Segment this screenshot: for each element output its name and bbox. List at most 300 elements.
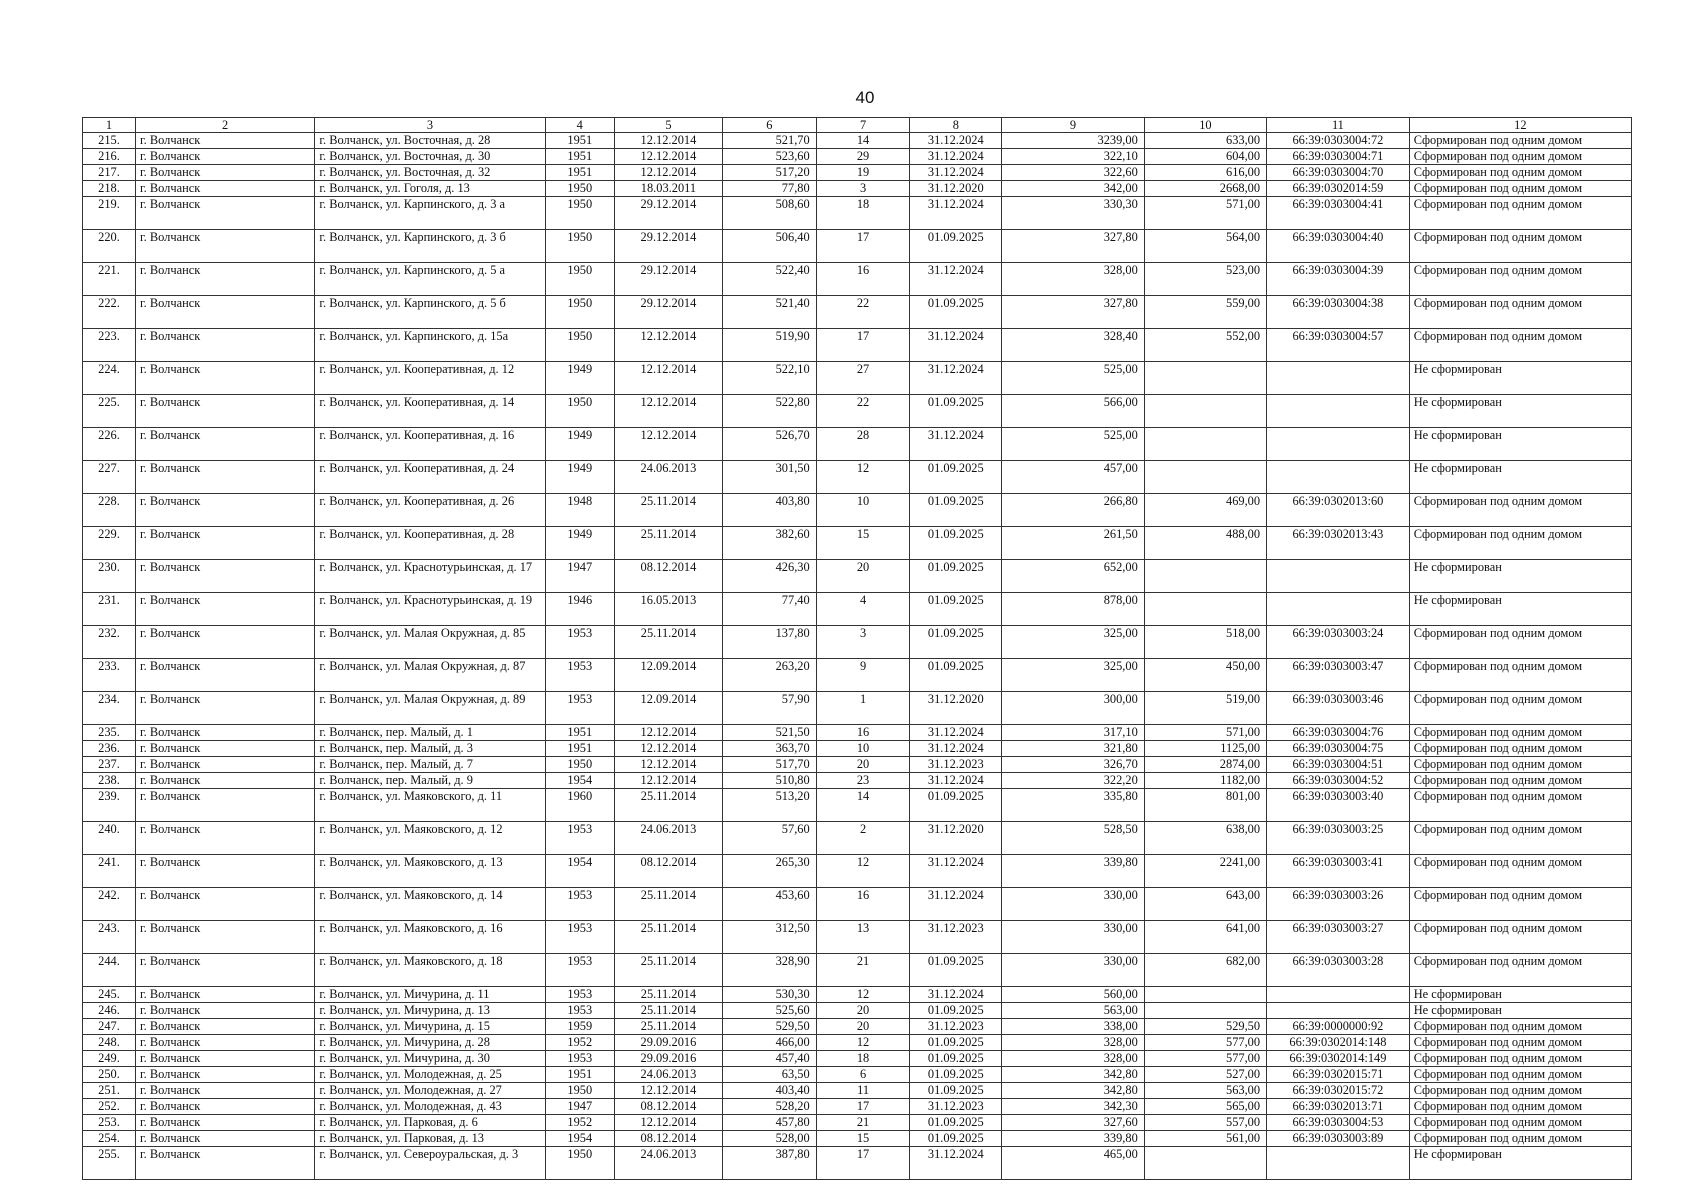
cell-survey-date: 18.03.2011 (614, 181, 722, 197)
cell-settlement: г. Волчанск (135, 1035, 314, 1051)
cell-cost: 566,00 (1002, 395, 1145, 428)
cell-land-status: Не сформирован (1409, 560, 1631, 593)
cell-cadastral-number: 66:39:0303003:28 (1267, 954, 1410, 987)
cell-area: 77,80 (722, 181, 816, 197)
cell-settlement: г. Волчанск (135, 593, 314, 626)
table-row (83, 362, 1632, 395)
cell-residents: 14 (816, 789, 910, 822)
cell-row-number: 252. (83, 1099, 136, 1115)
table-row (83, 560, 1632, 593)
cell-settlement: г. Волчанск (135, 1147, 314, 1180)
cell-deadline: 01.09.2025 (910, 659, 1002, 692)
cell-row-number: 255. (83, 1147, 136, 1180)
cell-land-status: Сформирован под одним домом (1409, 626, 1631, 659)
cell-address: г. Волчанск, ул. Мичурина, д. 30 (315, 1051, 545, 1067)
cell-area: 263,20 (722, 659, 816, 692)
cell-cadastral-number (1267, 1003, 1410, 1019)
cell-build-year: 1952 (545, 1115, 614, 1131)
cell-row-number: 241. (83, 855, 136, 888)
cell-land-area: 577,00 (1144, 1051, 1266, 1067)
cell-cadastral-number: 66:39:0302014:149 (1267, 1051, 1410, 1067)
cell-residents: 29 (816, 149, 910, 165)
cell-settlement: г. Волчанск (135, 133, 314, 149)
cell-cost: 266,80 (1002, 494, 1145, 527)
cell-deadline: 01.09.2025 (910, 1035, 1002, 1051)
cell-row-number: 235. (83, 725, 136, 741)
cell-row-number: 219. (83, 197, 136, 230)
cell-deadline: 01.09.2025 (910, 1115, 1002, 1131)
cell-land-status: Сформирован под одним домом (1409, 888, 1631, 921)
cell-row-number: 227. (83, 461, 136, 494)
cell-land-area (1144, 461, 1266, 494)
cell-land-area (1144, 1003, 1266, 1019)
cell-build-year: 1954 (545, 855, 614, 888)
cell-land-status: Сформирован под одним домом (1409, 527, 1631, 560)
cell-build-year: 1949 (545, 362, 614, 395)
table-row (83, 888, 1632, 921)
cell-cost: 330,30 (1002, 197, 1145, 230)
cell-area: 57,90 (722, 692, 816, 725)
cell-address: г. Волчанск, ул. Малая Окружная, д. 85 (315, 626, 545, 659)
cell-row-number: 246. (83, 1003, 136, 1019)
cell-area: 265,30 (722, 855, 816, 888)
cell-cost: 300,00 (1002, 692, 1145, 725)
cell-land-status: Не сформирован (1409, 362, 1631, 395)
cell-cadastral-number: 66:39:0302013:43 (1267, 527, 1410, 560)
cell-land-area: 604,00 (1144, 149, 1266, 165)
cell-residents: 19 (816, 165, 910, 181)
cell-area: 521,40 (722, 296, 816, 329)
cell-build-year: 1951 (545, 149, 614, 165)
table-header-row (83, 118, 1632, 133)
cell-land-area (1144, 1147, 1266, 1180)
table-row (83, 987, 1632, 1003)
cell-address: г. Волчанск, ул. Гоголя, д. 13 (315, 181, 545, 197)
cell-area: 137,80 (722, 626, 816, 659)
cell-cadastral-number (1267, 560, 1410, 593)
cell-area: 510,80 (722, 773, 816, 789)
cell-residents: 9 (816, 659, 910, 692)
cell-deadline: 01.09.2025 (910, 593, 1002, 626)
cell-land-area (1144, 560, 1266, 593)
cell-build-year: 1954 (545, 1131, 614, 1147)
cell-row-number: 249. (83, 1051, 136, 1067)
cell-address: г. Волчанск, ул. Маяковского, д. 11 (315, 789, 545, 822)
cell-residents: 16 (816, 725, 910, 741)
cell-land-status: Сформирован под одним домом (1409, 1099, 1631, 1115)
cell-land-status: Сформирован под одним домом (1409, 741, 1631, 757)
table-row (83, 921, 1632, 954)
cell-row-number: 242. (83, 888, 136, 921)
cell-deadline: 01.09.2025 (910, 954, 1002, 987)
cell-survey-date: 12.12.2014 (614, 757, 722, 773)
cell-row-number: 216. (83, 149, 136, 165)
cell-land-status: Сформирован под одним домом (1409, 921, 1631, 954)
cell-survey-date: 25.11.2014 (614, 626, 722, 659)
cell-area: 453,60 (722, 888, 816, 921)
cell-area: 328,90 (722, 954, 816, 987)
cell-build-year: 1950 (545, 296, 614, 329)
cell-settlement: г. Волчанск (135, 725, 314, 741)
cell-cadastral-number: 66:39:0303004:51 (1267, 757, 1410, 773)
cell-row-number: 232. (83, 626, 136, 659)
table-row (83, 1083, 1632, 1099)
cell-address: г. Волчанск, ул. Карпинского, д. 3 б (315, 230, 545, 263)
cell-cost: 325,00 (1002, 659, 1145, 692)
cell-build-year: 1953 (545, 954, 614, 987)
cell-address: г. Волчанск, ул. Малая Окружная, д. 89 (315, 692, 545, 725)
table-row (83, 1035, 1632, 1051)
cell-build-year: 1960 (545, 789, 614, 822)
cell-deadline: 31.12.2024 (910, 165, 1002, 181)
cell-build-year: 1950 (545, 230, 614, 263)
cell-land-area: 469,00 (1144, 494, 1266, 527)
cell-residents: 1 (816, 692, 910, 725)
cell-residents: 22 (816, 395, 910, 428)
cell-settlement: г. Волчанск (135, 197, 314, 230)
cell-build-year: 1949 (545, 461, 614, 494)
cell-build-year: 1953 (545, 626, 614, 659)
cell-settlement: г. Волчанск (135, 395, 314, 428)
cell-survey-date: 08.12.2014 (614, 560, 722, 593)
column-header: 9 (1002, 118, 1145, 133)
cell-deadline: 01.09.2025 (910, 494, 1002, 527)
cell-address: г. Волчанск, ул. Кооперативная, д. 24 (315, 461, 545, 494)
cell-row-number: 220. (83, 230, 136, 263)
cell-settlement: г. Волчанск (135, 954, 314, 987)
cell-build-year: 1950 (545, 757, 614, 773)
table-row (83, 1003, 1632, 1019)
cell-settlement: г. Волчанск (135, 362, 314, 395)
cell-survey-date: 29.09.2016 (614, 1051, 722, 1067)
cell-residents: 22 (816, 296, 910, 329)
cell-row-number: 238. (83, 773, 136, 789)
cell-area: 519,90 (722, 329, 816, 362)
column-header: 3 (315, 118, 545, 133)
cell-address: г. Волчанск, ул. Кооперативная, д. 12 (315, 362, 545, 395)
cell-build-year: 1953 (545, 692, 614, 725)
cell-land-area: 633,00 (1144, 133, 1266, 149)
cell-cost: 328,00 (1002, 1035, 1145, 1051)
cell-deadline: 01.09.2025 (910, 789, 1002, 822)
cell-settlement: г. Волчанск (135, 1131, 314, 1147)
cell-deadline: 31.12.2024 (910, 263, 1002, 296)
cell-residents: 17 (816, 230, 910, 263)
cell-land-status: Сформирован под одним домом (1409, 133, 1631, 149)
cell-deadline: 01.09.2025 (910, 1083, 1002, 1099)
cell-area: 525,60 (722, 1003, 816, 1019)
cell-settlement: г. Волчанск (135, 263, 314, 296)
table-row (83, 428, 1632, 461)
cell-settlement: г. Волчанск (135, 1019, 314, 1035)
cell-build-year: 1953 (545, 987, 614, 1003)
cell-survey-date: 25.11.2014 (614, 1003, 722, 1019)
cell-survey-date: 25.11.2014 (614, 921, 722, 954)
cell-cadastral-number: 66:39:0303004:57 (1267, 329, 1410, 362)
cell-survey-date: 12.12.2014 (614, 133, 722, 149)
cell-deadline: 31.12.2020 (910, 692, 1002, 725)
cell-cadastral-number: 66:39:0303004:75 (1267, 741, 1410, 757)
column-header: 1 (83, 118, 136, 133)
cell-row-number: 243. (83, 921, 136, 954)
cell-cost: 325,00 (1002, 626, 1145, 659)
cell-cost: 3239,00 (1002, 133, 1145, 149)
cell-area: 403,80 (722, 494, 816, 527)
cell-residents: 17 (816, 1099, 910, 1115)
cell-residents: 2 (816, 822, 910, 855)
table-row (83, 263, 1632, 296)
cell-build-year: 1951 (545, 133, 614, 149)
cell-row-number: 233. (83, 659, 136, 692)
cell-area: 466,00 (722, 1035, 816, 1051)
column-header: 5 (614, 118, 722, 133)
cell-address: г. Волчанск, пер. Малый, д. 3 (315, 741, 545, 757)
cell-deadline: 31.12.2024 (910, 428, 1002, 461)
cell-land-area: 559,00 (1144, 296, 1266, 329)
table-row (83, 773, 1632, 789)
cell-cadastral-number (1267, 428, 1410, 461)
cell-cadastral-number: 66:39:0303004:40 (1267, 230, 1410, 263)
cell-residents: 20 (816, 1019, 910, 1035)
cell-land-area: 571,00 (1144, 725, 1266, 741)
cell-survey-date: 29.09.2016 (614, 1035, 722, 1051)
cell-survey-date: 08.12.2014 (614, 855, 722, 888)
cell-row-number: 250. (83, 1067, 136, 1083)
cell-deadline: 01.09.2025 (910, 1003, 1002, 1019)
cell-survey-date: 25.11.2014 (614, 494, 722, 527)
cell-cost: 327,80 (1002, 296, 1145, 329)
cell-residents: 21 (816, 954, 910, 987)
table-row (83, 181, 1632, 197)
cell-build-year: 1953 (545, 659, 614, 692)
cell-settlement: г. Волчанск (135, 741, 314, 757)
cell-build-year: 1950 (545, 197, 614, 230)
cell-cost: 330,00 (1002, 921, 1145, 954)
cell-survey-date: 25.11.2014 (614, 888, 722, 921)
cell-row-number: 244. (83, 954, 136, 987)
cell-area: 403,40 (722, 1083, 816, 1099)
cell-residents: 12 (816, 855, 910, 888)
cell-residents: 28 (816, 428, 910, 461)
cell-residents: 3 (816, 626, 910, 659)
cell-land-area: 2668,00 (1144, 181, 1266, 197)
cell-residents: 11 (816, 1083, 910, 1099)
cell-area: 522,40 (722, 263, 816, 296)
cell-survey-date: 25.11.2014 (614, 789, 722, 822)
cell-cadastral-number: 66:39:0303004:72 (1267, 133, 1410, 149)
cell-deadline: 31.12.2024 (910, 855, 1002, 888)
cell-settlement: г. Волчанск (135, 527, 314, 560)
cell-land-area: 643,00 (1144, 888, 1266, 921)
cell-address: г. Волчанск, ул. Парковая, д. 13 (315, 1131, 545, 1147)
cell-row-number: 248. (83, 1035, 136, 1051)
cell-cost: 652,00 (1002, 560, 1145, 593)
cell-cadastral-number: 66:39:0303004:38 (1267, 296, 1410, 329)
cell-survey-date: 29.12.2014 (614, 263, 722, 296)
cell-residents: 20 (816, 1003, 910, 1019)
cell-area: 530,30 (722, 987, 816, 1003)
cell-land-status: Сформирован под одним домом (1409, 789, 1631, 822)
cell-cost: 322,20 (1002, 773, 1145, 789)
table-row (83, 329, 1632, 362)
cell-cost: 328,40 (1002, 329, 1145, 362)
cell-land-status: Сформирован под одним домом (1409, 725, 1631, 741)
cell-area: 517,70 (722, 757, 816, 773)
cell-build-year: 1950 (545, 329, 614, 362)
cell-land-status: Сформирован под одним домом (1409, 954, 1631, 987)
cell-land-status: Сформирован под одним домом (1409, 197, 1631, 230)
cell-cadastral-number: 66:39:0303004:53 (1267, 1115, 1410, 1131)
cell-cost: 330,00 (1002, 954, 1145, 987)
cell-address: г. Волчанск, ул. Карпинского, д. 15а (315, 329, 545, 362)
cell-area: 387,80 (722, 1147, 816, 1180)
cell-land-status: Не сформирован (1409, 987, 1631, 1003)
cell-residents: 23 (816, 773, 910, 789)
cell-cadastral-number: 66:39:0303004:52 (1267, 773, 1410, 789)
cell-area: 457,80 (722, 1115, 816, 1131)
table-row (83, 741, 1632, 757)
cell-cost: 328,00 (1002, 263, 1145, 296)
cell-cadastral-number: 66:39:0303003:40 (1267, 789, 1410, 822)
cell-row-number: 223. (83, 329, 136, 362)
cell-build-year: 1951 (545, 165, 614, 181)
cell-cadastral-number (1267, 395, 1410, 428)
cell-deadline: 01.09.2025 (910, 461, 1002, 494)
cell-row-number: 234. (83, 692, 136, 725)
table-row (83, 494, 1632, 527)
cell-land-status: Не сформирован (1409, 428, 1631, 461)
cell-build-year: 1950 (545, 1083, 614, 1099)
cell-settlement: г. Волчанск (135, 1115, 314, 1131)
cell-cadastral-number: 66:39:0303003:27 (1267, 921, 1410, 954)
cell-cadastral-number: 66:39:0303004:41 (1267, 197, 1410, 230)
cell-cost: 338,00 (1002, 1019, 1145, 1035)
cell-survey-date: 12.12.2014 (614, 395, 722, 428)
cell-survey-date: 25.11.2014 (614, 987, 722, 1003)
cell-land-status: Сформирован под одним домом (1409, 1035, 1631, 1051)
cell-settlement: г. Волчанск (135, 165, 314, 181)
cell-address: г. Волчанск, ул. Краснотурьинская, д. 17 (315, 560, 545, 593)
page-number: 40 (855, 88, 875, 107)
cell-cost: 322,60 (1002, 165, 1145, 181)
cell-land-area: 488,00 (1144, 527, 1266, 560)
cell-land-area (1144, 593, 1266, 626)
cell-survey-date: 08.12.2014 (614, 1131, 722, 1147)
table-row (83, 1099, 1632, 1115)
cell-land-status: Сформирован под одним домом (1409, 757, 1631, 773)
cell-land-area: 518,00 (1144, 626, 1266, 659)
cell-survey-date: 25.11.2014 (614, 1019, 722, 1035)
cell-cost: 525,00 (1002, 428, 1145, 461)
cell-residents: 16 (816, 263, 910, 296)
cell-settlement: г. Волчанск (135, 149, 314, 165)
cell-cadastral-number: 66:39:0302013:71 (1267, 1099, 1410, 1115)
cell-residents: 10 (816, 494, 910, 527)
cell-land-area (1144, 395, 1266, 428)
table-row (83, 855, 1632, 888)
table-row (83, 789, 1632, 822)
cell-area: 523,60 (722, 149, 816, 165)
cell-survey-date: 12.12.2014 (614, 362, 722, 395)
cell-deadline: 31.12.2024 (910, 987, 1002, 1003)
cell-land-status: Сформирован под одним домом (1409, 1051, 1631, 1067)
cell-residents: 13 (816, 921, 910, 954)
cell-cadastral-number: 66:39:0303004:39 (1267, 263, 1410, 296)
cell-survey-date: 12.09.2014 (614, 659, 722, 692)
cell-settlement: г. Волчанск (135, 1099, 314, 1115)
cell-area: 63,50 (722, 1067, 816, 1083)
cell-settlement: г. Волчанск (135, 987, 314, 1003)
cell-address: г. Волчанск, ул. Маяковского, д. 13 (315, 855, 545, 888)
cell-area: 57,60 (722, 822, 816, 855)
cell-land-status: Сформирован под одним домом (1409, 230, 1631, 263)
table-row (83, 1131, 1632, 1147)
cell-cost: 342,00 (1002, 181, 1145, 197)
column-header: 2 (135, 118, 314, 133)
cell-land-area: 801,00 (1144, 789, 1266, 822)
cell-address: г. Волчанск, ул. Североуральская, д. 3 (315, 1147, 545, 1180)
cell-settlement: г. Волчанск (135, 921, 314, 954)
cell-address: г. Волчанск, ул. Молодежная, д. 43 (315, 1099, 545, 1115)
table-row (83, 133, 1632, 149)
cell-settlement: г. Волчанск (135, 181, 314, 197)
cell-residents: 14 (816, 133, 910, 149)
cell-cost: 342,80 (1002, 1083, 1145, 1099)
cell-build-year: 1953 (545, 1003, 614, 1019)
cell-cost: 342,80 (1002, 1067, 1145, 1083)
cell-area: 522,80 (722, 395, 816, 428)
cell-build-year: 1959 (545, 1019, 614, 1035)
cell-deadline: 31.12.2020 (910, 822, 1002, 855)
cell-address: г. Волчанск, ул. Кооперативная, д. 26 (315, 494, 545, 527)
cell-deadline: 31.12.2024 (910, 1147, 1002, 1180)
cell-row-number: 229. (83, 527, 136, 560)
cell-settlement: г. Волчанск (135, 855, 314, 888)
cell-land-status: Сформирован под одним домом (1409, 692, 1631, 725)
cell-settlement: г. Волчанск (135, 1067, 314, 1083)
cell-settlement: г. Волчанск (135, 494, 314, 527)
cell-row-number: 217. (83, 165, 136, 181)
cell-deadline: 31.12.2024 (910, 741, 1002, 757)
cell-build-year: 1950 (545, 1147, 614, 1180)
cell-land-status: Сформирован под одним домом (1409, 1131, 1631, 1147)
cell-land-status: Сформирован под одним домом (1409, 773, 1631, 789)
cell-residents: 18 (816, 197, 910, 230)
cell-cost: 317,10 (1002, 725, 1145, 741)
cell-land-status: Сформирован под одним домом (1409, 149, 1631, 165)
cell-cost: 335,80 (1002, 789, 1145, 822)
cell-build-year: 1951 (545, 725, 614, 741)
cell-address: г. Волчанск, ул. Карпинского, д. 5 а (315, 263, 545, 296)
cell-cadastral-number: 66:39:0302014:148 (1267, 1035, 1410, 1051)
cell-cost: 528,50 (1002, 822, 1145, 855)
cell-row-number: 254. (83, 1131, 136, 1147)
cell-address: г. Волчанск, ул. Мичурина, д. 13 (315, 1003, 545, 1019)
cell-land-area: 557,00 (1144, 1115, 1266, 1131)
cell-cadastral-number: 66:39:0303004:71 (1267, 149, 1410, 165)
table-row (83, 149, 1632, 165)
cell-survey-date: 24.06.2013 (614, 1147, 722, 1180)
cell-land-area: 2874,00 (1144, 757, 1266, 773)
cell-cadastral-number (1267, 461, 1410, 494)
cell-land-area: 641,00 (1144, 921, 1266, 954)
cell-cost: 328,00 (1002, 1051, 1145, 1067)
cell-survey-date: 25.11.2014 (614, 527, 722, 560)
cell-land-area: 519,00 (1144, 692, 1266, 725)
cell-address: г. Волчанск, ул. Малая Окружная, д. 87 (315, 659, 545, 692)
cell-row-number: 247. (83, 1019, 136, 1035)
cell-cadastral-number: 66:39:0302015:71 (1267, 1067, 1410, 1083)
